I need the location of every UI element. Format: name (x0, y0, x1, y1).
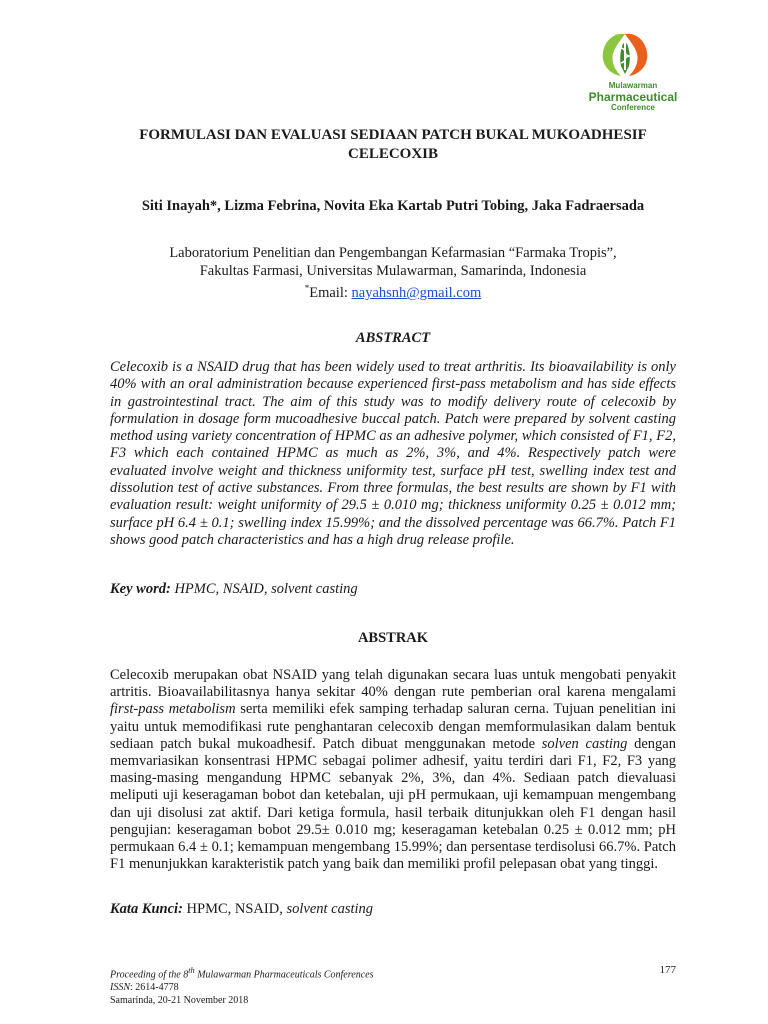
affiliation-block (110, 245, 676, 302)
conference-logo (583, 30, 683, 112)
keywords-english (110, 581, 676, 598)
abstrak-part-2: serta memiliki efek samping terhadap saluran cerna. Tujuan penelitian ini yaitu untuk memodifikasi rute penghantaran celecoxib dengan memformulasikan dalam bentuk sediaan patch bukal mukoadhesif. Patch dibuat menggunakan metode (110, 701, 677, 752)
keywords-indonesian (110, 901, 676, 918)
page-number: 177 (659, 964, 676, 976)
logo-line-3: Conference (610, 103, 655, 112)
keywords-indonesian-label: Kata Kunci: (110, 901, 183, 917)
logo-line-2: Pharmaceutical (588, 90, 678, 104)
author-list: Siti Inayah*, Lizma Febrina, Novita Eka Kartab Putri Tobing, Jaka Fadraersada (141, 198, 645, 214)
issn-label: ISSN (110, 982, 130, 994)
proceeding-sup: th (188, 966, 195, 975)
keywords-indonesian-italic: solvent casting (286, 901, 374, 917)
email-link[interactable]: nayahsnh@gmail.com (351, 284, 482, 301)
issn-value: : 2614-4778 (130, 982, 179, 994)
proceeding-pre: Proceeding of the 8 (110, 969, 189, 981)
email-label: Email: (309, 284, 352, 301)
affiliation-line-2: Fakultas Farmasi, Universitas Mulawarman, Samarinda, Indonesia (199, 262, 587, 279)
abstrak-part-3: dengan memvariasikan konsentrasi HPMC sebagai polimer adhesif, yaitu terdiri dari F1, F2, F3 yang masing-masing mengandung HPMC sebanyak 2%, 3%, dan 4%. Sediaan patch dievaluasi meliputi uji keseragaman bobot dan ketebalan, uji pH permukaan, uji kemampuan mengembang dan uji disolusi zat aktif. Dari ketiga formula, hasil terbaik ditunjukkan oleh F1 dengan hasil pengujian: keseragaman bobot 29.5± 0.010 mg; keseragaman ketebalan 0.25 ± 0.012 mm; pH permukaan 6.4 ± 0.1; kemampuan mengembang 15.99%; dan persentase terdisolusi 66.7%. Patch F1 menunjukkan karakteristik patch yang baik dan memiliki profil pelepasan obat yang tinggi. (110, 735, 676, 873)
place-date-line: Samarinda, 20-21 November 2018 (110, 995, 249, 1007)
affiliation-line-1: Laboratorium Penelitian dan Pengembangan Kefarmasian “Farmaka Tropis”, (169, 245, 617, 261)
abstrak-italic-1: first-pass metabolism (110, 701, 236, 718)
abstrak-part-1: Celecoxib merupakan obat NSAID yang telah digunakan secara luas untuk mengobati penyakit artritis. Bioavailabilitasnya hanya sekitar 40% dengan rute pemberian oral karena mengalami (110, 667, 676, 701)
abstract-english-text: Celecoxib is a NSAID drug that has been widely used to treat arthritis. Its bioavailability is only 40% with an oral administration because experienced first-pass metabolism and has side effects in gastrointestinal tract. The aim of this study was to modify delivery route of celecoxib by formulation in dosage form mucoadhesive buccal patch. Patch were prepared by solvent casting method using variety concentration of HPMC as an adhesive polymer, which consisted of F1, F2, F3 which each contained HPMC as much as 2%, 3%, and 4%. Respectively patch were evaluated involve weight and thickness uniformity test, surface pH test, swelling index test and dissolution test of active substances. From three formulas, the best results are shown by F1 with evaluation result: weight uniformity of 29.5 ± 0.010 mg; thickness uniformity 0.25 ± 0.012 mm; surface pH 6.4 ± 0.1; swelling index 15.99%; and the dissolved percentage was 66.7%. Patch F1 shows good patch characteristics and has a high drug release profile. (110, 359, 676, 548)
conference-emblem-icon (595, 30, 655, 82)
abstrak-heading: ABSTRAK (357, 630, 429, 646)
paper-title (110, 126, 676, 164)
keywords-english-label: Key word: (110, 581, 171, 597)
abstract-heading: ABSTRACT (355, 330, 431, 346)
conference-logo-text (583, 82, 683, 112)
proceeding-line (110, 964, 676, 981)
page-footer (110, 964, 676, 1007)
keywords-english-value: HPMC, NSAID, solvent casting (170, 581, 358, 597)
proceeding-post: Mulawarman Pharmaceuticals Conferences (194, 969, 374, 981)
issn-line (110, 981, 676, 994)
abstrak-italic-2: solven casting (541, 735, 628, 752)
logo-line-1: Mulawarman (608, 81, 658, 90)
email-line (110, 280, 676, 302)
title-line-2: CELECOXIB (347, 146, 439, 162)
email-marker: * (304, 283, 310, 293)
abstract-indonesian-text (110, 667, 676, 873)
title-line-1: FORMULASI DAN EVALUASI SEDIAAN PATCH BUKAL MUKOADHESIF (139, 127, 647, 143)
keywords-indonesian-value: HPMC, NSAID, (182, 901, 287, 917)
